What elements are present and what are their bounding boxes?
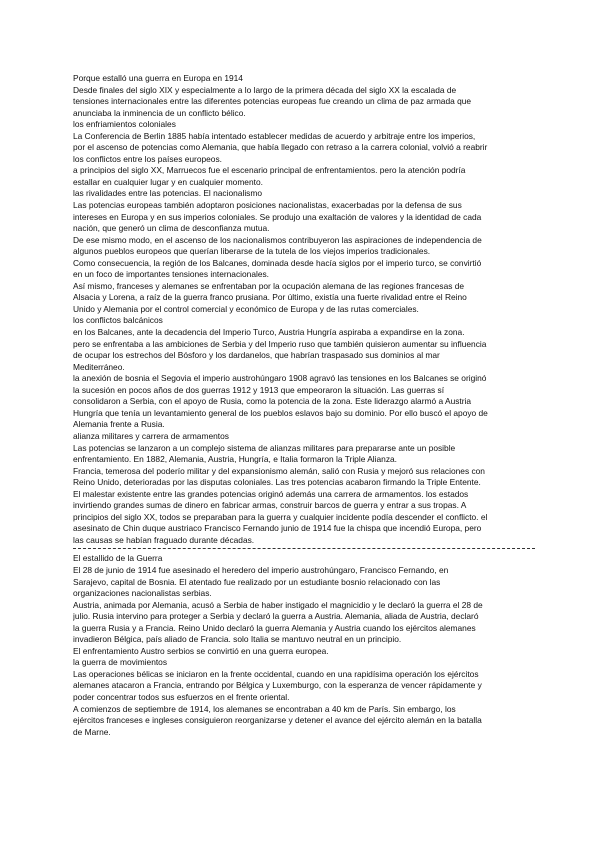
text-line: Francia, temerosa del poderío militar y del expansionismo alemán, salió con Rusia y mejoró sus relaciones con bbox=[73, 465, 485, 476]
text-line: Alsacia y Lorena, a raíz de la guerra franco prusiana. Por último, existía una fuerte rivalidad entre el Reino bbox=[73, 292, 467, 303]
text-line: principios del siglo XX, todos se preparaban para la guerra y cualquier incidente podía descender el conflicto. el bbox=[73, 511, 488, 522]
text-line: Austria, animada por Alemania, acusó a Serbia de haber instigado el magnicidio y le declaró la guerra el 28 de bbox=[73, 599, 483, 610]
text-line: algunos pueblos europeos que querían liberarse de la tutela de los viejos imperios tradicionales. bbox=[73, 246, 431, 257]
text-line: Las operaciones bélicas se iniciaron en la frente occidental, cuando en una rapidísima operación los ejércitos bbox=[73, 668, 479, 679]
text-line: la anexión de bosnia el Segovia el imperio austrohúngaro 1908 agravó las tensiones en los Balcanes se originó bbox=[73, 373, 487, 384]
text-line: nación, que generó un clima de desconfianza mutua. bbox=[73, 223, 270, 234]
text-line: alemanes atacaron a Francia, entrando por Bélgica y Luxemburgo, con la esperanza de vencer rápidamente y bbox=[73, 680, 482, 691]
text-line: las causas se habían fraguado durante décadas. bbox=[73, 534, 255, 545]
text-line: alianza militares y carrera de armamentos bbox=[73, 430, 229, 441]
text-line: la guerra de movimientos bbox=[73, 657, 168, 668]
text-line: pero se enfrentaba a las ambiciones de Serbia y del Imperio ruso que también quisieron aumentar su influencia bbox=[73, 338, 487, 349]
text-line: La Conferencia de Berlin 1885 había intentado establecer medidas de acuerdo y arbitraje entre los imperios, bbox=[73, 130, 476, 141]
text-line: las rivalidades entre las potencias. El nacionalismo bbox=[73, 188, 263, 199]
text-line: Desde finales del siglo XIX y especialmente a lo largo de la primera década del siglo XX la escalada de bbox=[73, 84, 457, 95]
text-line: Las potencias se lanzaron a un complejo sistema de alianzas militares para prepararse ante un posible bbox=[73, 442, 456, 453]
text-line: a principios del siglo XX, Marruecos fue el escenario principal de enfrentamientos. pero la atención podría bbox=[73, 165, 466, 176]
text-line: los conflictos entre los países europeos. bbox=[73, 153, 222, 164]
text-line: Unido y Alemania por el control comercial y económico de Europa y de las rutas comerciales. bbox=[73, 303, 419, 314]
text-line: estallar en cualquier lugar y en cualquier momento. bbox=[73, 176, 263, 187]
text-line: de ocupar los estrechos del Bósforo y los dardanelos, que habrían traspasado sus dominios al mar bbox=[73, 350, 440, 361]
dashed-divider bbox=[73, 548, 535, 549]
text-line: por el ascenso de potencias como Alemania, que había llegado con retraso a la carrera colonial, volvió a reabrir bbox=[73, 142, 488, 153]
text-line: A comienzos de septiembre de 1914, los alemanes se encontraban a 40 km de París. Sin embargo, los bbox=[73, 703, 456, 714]
text-line: Alemania frente a Rusia. bbox=[73, 419, 165, 430]
text-line: consolidaron a Serbia, con el apoyo de Rusia, como la potencia de la zona. Este liderazgo alarmó a Austria bbox=[73, 396, 472, 407]
text-line: Mediterráneo. bbox=[73, 361, 125, 372]
text-line: julio. Rusia intervino para proteger a Serbia y declaró la guerra a Austria. Alemania, aliada de Austria, declaró bbox=[73, 611, 479, 622]
text-line: organizaciones nacionalistas serbias. bbox=[73, 588, 212, 599]
text-line: El enfrentamiento Austro serbios se convirtió en una guerra europea. bbox=[73, 645, 329, 656]
text-line: los conflictos balcánicos bbox=[73, 315, 163, 326]
text-line: Como consecuencia, la región de los Balcanes, dominada desde hacía siglos por el imperio turco, se convirtió bbox=[73, 257, 482, 268]
text-line: en un foco de importantes tensiones internacionales. bbox=[73, 269, 270, 280]
text-line: los enfriamientos coloniales bbox=[73, 119, 176, 130]
text-line: anunciaba la inminencia de un conflicto bélico. bbox=[73, 107, 246, 118]
text-line: intereses en Europa y en sus imperios coloniales. Se produjo una exaltación de valores y la identidad de cada bbox=[73, 211, 482, 222]
text-line: El malestar existente entre las grandes potencias originó además una carrera de armamentos. los estados bbox=[73, 488, 469, 499]
section-causes bbox=[73, 73, 535, 546]
text-line: Hungría que tenía un levantamiento general de los pueblos eslavos bajo su dominio. Por ello buscó el apoyo de bbox=[73, 407, 488, 418]
text-line: ejércitos franceses e ingleses consiguieron reorganizarse y detener el avance del ejército alemán en la batalla bbox=[73, 715, 482, 726]
text-line: El 28 de junio de 1914 fue asesinado el heredero del imperio austrohúngaro, Francisco Fernando, en bbox=[73, 564, 449, 575]
text-line: invadieron Bélgica, país aliado de Francia. solo Italia se mantuvo neutral en un principio. bbox=[73, 634, 402, 645]
text-line: en los Balcanes, ante la decadencia del Imperio Turco, Austria Hungría aspiraba a expandirse en la zona. bbox=[73, 327, 465, 338]
text-line: enfrentamiento. En 1882, Alemania, Austria, Hungría, e Italia formaron la Triple Alianza. bbox=[73, 454, 398, 465]
text-line: tensiones internacionales entre las diferentes potencias europeas fue creando un clima de paz armada que bbox=[73, 96, 472, 107]
text-line: asesinato de Chin duque austriaco Francisco Fernando junio de 1914 fue la chispa que incendió Europa, pero bbox=[73, 523, 482, 534]
text-line: Reino Unido, deterioradas por las disputas coloniales. Las tres potencias acabaron firmando la Triple Entente. bbox=[73, 477, 481, 488]
text-line: De ese mismo modo, en el ascenso de los nacionalismos contribuyeron las aspiraciones de independencia de bbox=[73, 234, 482, 245]
text-line: El estallido de la Guerra bbox=[73, 553, 163, 564]
text-line: Porque estalló una guerra en Europa en 1914 bbox=[73, 73, 243, 83]
text-line: de Marne. bbox=[73, 726, 111, 737]
text-line: invirtiendo grandes sumas de dinero en fabricar armas, construir barcos de guerra y entrar a sus tropas. A bbox=[73, 500, 467, 511]
document-page bbox=[73, 73, 535, 738]
text-line: Así mismo, franceses y alemanes se enfrentaban por la ocupación alemana de las regiones francesas de bbox=[73, 280, 465, 291]
text-line: poder concentrar todos sus esfuerzos en el frente oriental. bbox=[73, 691, 290, 702]
section-outbreak bbox=[73, 553, 535, 738]
text-line: la guerra Rusia y a Francia. Reino Unido declaró la guerra Alemania y Austria cuando los ejércitos alemanes bbox=[73, 622, 476, 633]
text-line: la sucesión en pocos años de dos guerras 1912 y 1913 que empeoraron la situación. Las guerras sí bbox=[73, 384, 445, 395]
text-line: Sarajevo, capital de Bosnia. El atentado fue realizado por un estudiante bosnio relacionado con las bbox=[73, 576, 441, 587]
text-line: Las potencias europeas también adoptaron posiciones nacionalistas, exacerbadas por la defensa de sus bbox=[73, 200, 462, 211]
